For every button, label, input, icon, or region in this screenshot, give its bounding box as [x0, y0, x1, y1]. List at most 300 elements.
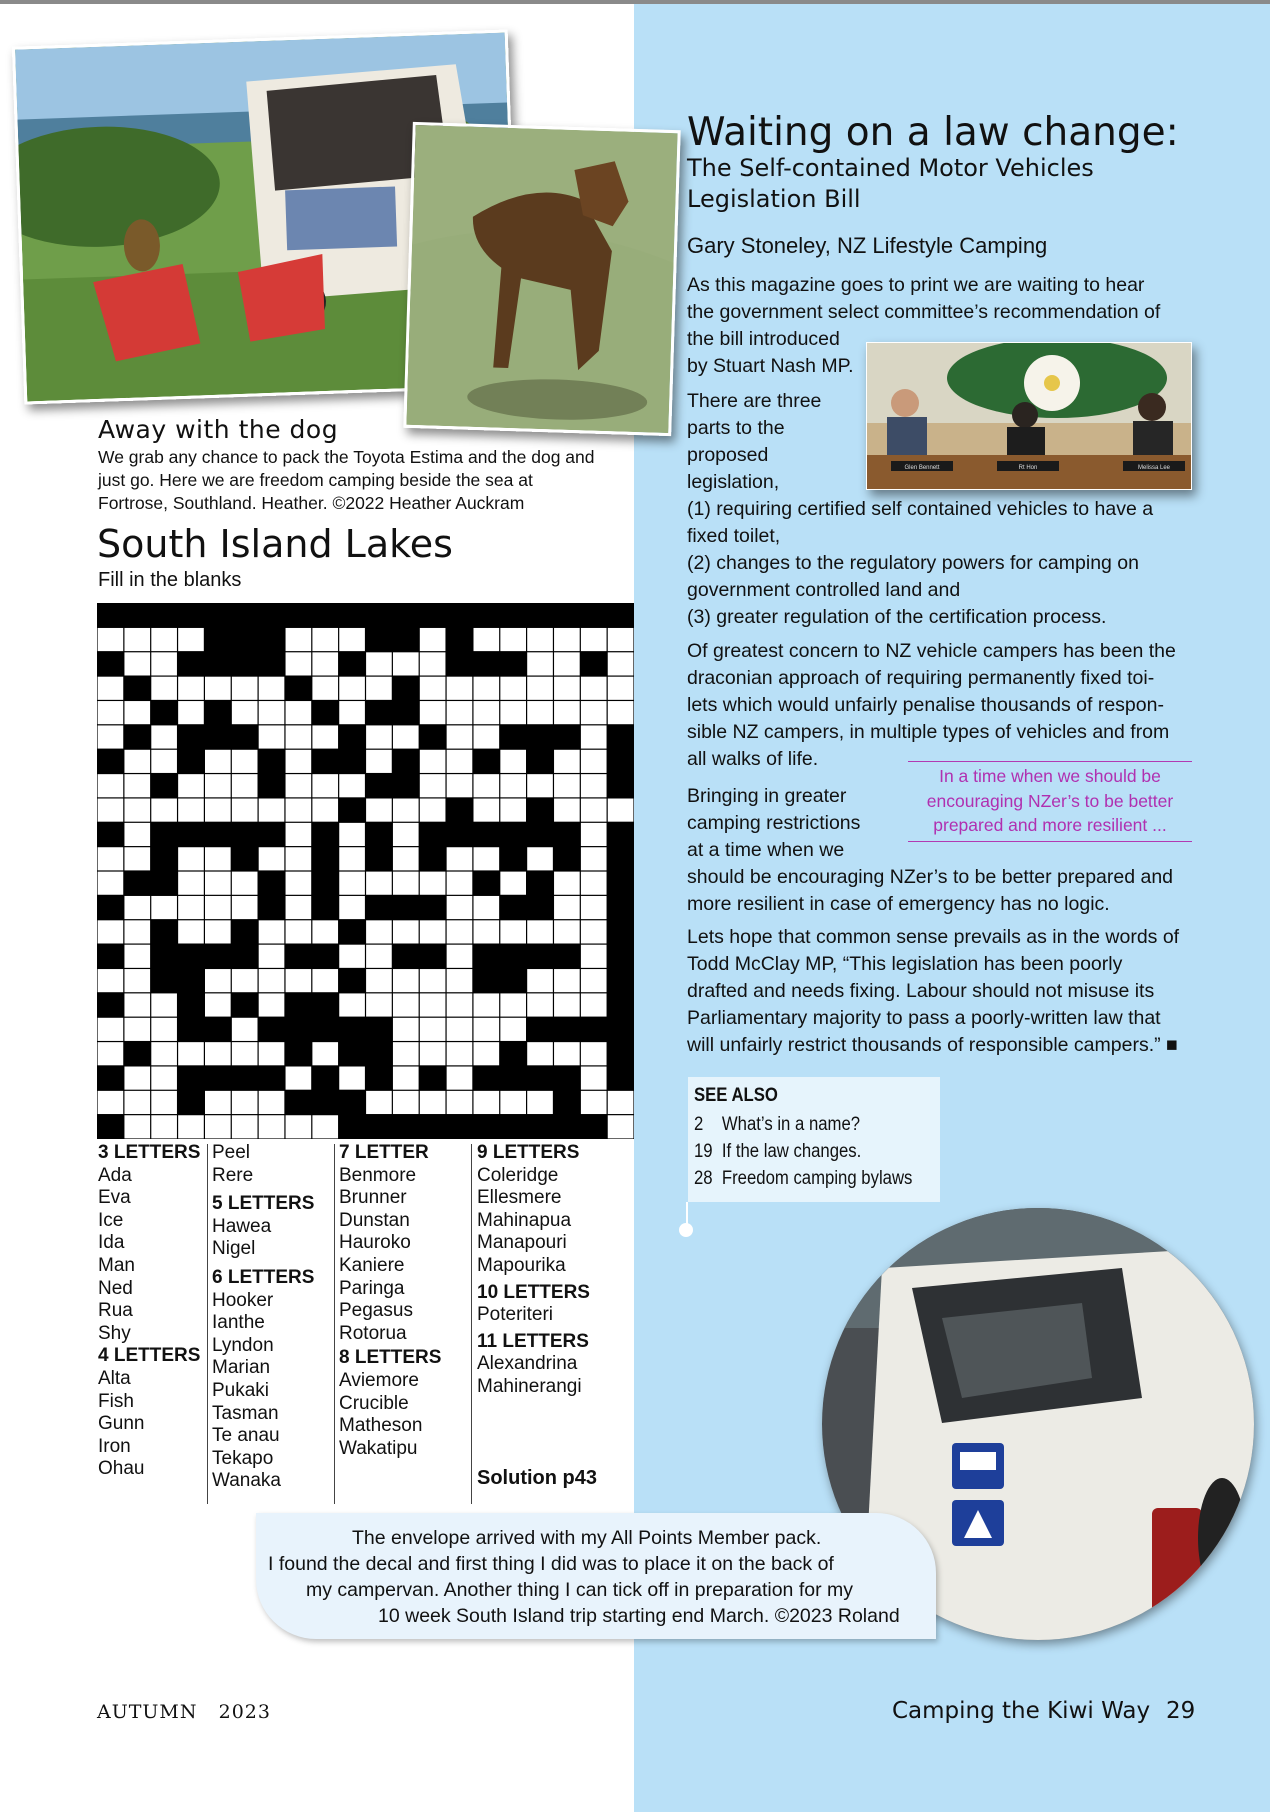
grid-cell-block: [554, 725, 580, 748]
grid-cell-block: [366, 1018, 392, 1041]
grid-cell-open[interactable]: [178, 799, 204, 822]
grid-cell-open[interactable]: [474, 701, 500, 724]
grid-cell-open[interactable]: [232, 750, 258, 773]
grid-cell-open[interactable]: [527, 1042, 553, 1065]
grid-cell-open[interactable]: [124, 750, 150, 773]
grid-cell-open[interactable]: [500, 1091, 526, 1114]
see-also-item[interactable]: 28 Freedom camping bylaws: [694, 1168, 913, 1189]
grid-cell-open[interactable]: [447, 993, 473, 1016]
grid-cell-open[interactable]: [286, 969, 312, 992]
grid-cell-open[interactable]: [205, 1115, 231, 1138]
grid-cell-block: [474, 872, 500, 895]
grid-cell-block: [151, 920, 177, 943]
grid-cell-block: [312, 872, 338, 895]
grid-cell-open[interactable]: [232, 872, 258, 895]
grid-cell-open[interactable]: [232, 799, 258, 822]
grid-cell-open[interactable]: [393, 652, 419, 675]
grid-cell-open[interactable]: [151, 1115, 177, 1138]
grid-cell-open[interactable]: [420, 799, 446, 822]
grid-cell-open[interactable]: [312, 774, 338, 797]
grid-cell-open[interactable]: [151, 628, 177, 651]
grid-cell-open[interactable]: [420, 1018, 446, 1041]
grid-cell-open[interactable]: [393, 1091, 419, 1114]
grid-cell-open[interactable]: [447, 1018, 473, 1041]
grid-cell-open[interactable]: [581, 1042, 607, 1065]
grid-cell-open[interactable]: [366, 652, 392, 675]
grid-cell-open[interactable]: [286, 1067, 312, 1090]
grid-cell-open[interactable]: [581, 774, 607, 797]
grid-cell-open[interactable]: [232, 1115, 258, 1138]
article-author: Gary Stoneley, NZ Lifestyle Camping: [687, 233, 1048, 258]
word-entry: Marian: [212, 1357, 271, 1379]
grid-cell-open[interactable]: [500, 774, 526, 797]
grid-cell-open[interactable]: [178, 1115, 204, 1138]
grid-cell-open[interactable]: [178, 847, 204, 870]
grid-cell-open[interactable]: [178, 872, 204, 895]
grid-cell-open[interactable]: [420, 701, 446, 724]
grid-cell-open[interactable]: [339, 896, 365, 919]
grid-cell-open[interactable]: [474, 1018, 500, 1041]
grid-cell-open[interactable]: [581, 969, 607, 992]
grid-cell-open[interactable]: [420, 872, 446, 895]
grid-cell-open[interactable]: [286, 1115, 312, 1138]
grid-cell-open[interactable]: [554, 969, 580, 992]
grid-cell-open[interactable]: [232, 677, 258, 700]
grid-cell-open[interactable]: [420, 652, 446, 675]
grid-cell-open[interactable]: [366, 799, 392, 822]
grid-cell-block: [500, 604, 526, 627]
grid-cell-open[interactable]: [393, 920, 419, 943]
grid-cell-open[interactable]: [259, 945, 285, 968]
grid-cell-open[interactable]: [178, 896, 204, 919]
grid-cell-open[interactable]: [312, 920, 338, 943]
grid-cell-open[interactable]: [259, 1115, 285, 1138]
grid-cell-open[interactable]: [178, 1042, 204, 1065]
grid-cell-open[interactable]: [205, 847, 231, 870]
grid-cell-open[interactable]: [554, 750, 580, 773]
grid-cell-open[interactable]: [527, 920, 553, 943]
grid-cell-open[interactable]: [554, 896, 580, 919]
grid-cell-open[interactable]: [98, 920, 124, 943]
grid-cell-open[interactable]: [124, 1115, 150, 1138]
grid-cell-open[interactable]: [124, 896, 150, 919]
grid-cell-open[interactable]: [151, 1091, 177, 1114]
grid-cell-open[interactable]: [420, 969, 446, 992]
grid-cell-open[interactable]: [474, 628, 500, 651]
grid-cell-open[interactable]: [420, 920, 446, 943]
grid-cell-open[interactable]: [581, 945, 607, 968]
grid-cell-open[interactable]: [205, 1042, 231, 1065]
grid-cell-open[interactable]: [178, 701, 204, 724]
grid-cell-open[interactable]: [500, 872, 526, 895]
grid-cell-open[interactable]: [366, 920, 392, 943]
grid-cell-open[interactable]: [205, 677, 231, 700]
grid-cell-open[interactable]: [447, 774, 473, 797]
grid-cell-open[interactable]: [366, 945, 392, 968]
grid-cell-open[interactable]: [554, 1042, 580, 1065]
grid-cell-open[interactable]: [259, 701, 285, 724]
grid-cell-block: [286, 1042, 312, 1065]
grid-cell-open[interactable]: [98, 799, 124, 822]
grid-cell-open[interactable]: [339, 1067, 365, 1090]
grid-cell-open[interactable]: [366, 969, 392, 992]
grid-cell-open[interactable]: [554, 799, 580, 822]
grid-cell-open[interactable]: [527, 993, 553, 1016]
grid-cell-open[interactable]: [232, 896, 258, 919]
grid-cell-open[interactable]: [393, 1067, 419, 1090]
grid-cell-open[interactable]: [312, 652, 338, 675]
grid-cell-open[interactable]: [339, 872, 365, 895]
grid-cell-open[interactable]: [98, 847, 124, 870]
grid-cell-open[interactable]: [98, 628, 124, 651]
grid-cell-open[interactable]: [124, 969, 150, 992]
grid-cell-open[interactable]: [500, 750, 526, 773]
grid-cell-block: [581, 1018, 607, 1041]
grid-cell-open[interactable]: [608, 701, 634, 724]
grid-cell-open[interactable]: [420, 677, 446, 700]
grid-cell-open[interactable]: [286, 799, 312, 822]
grid-cell-open[interactable]: [393, 1018, 419, 1041]
grid-cell-open[interactable]: [554, 920, 580, 943]
grid-cell-open[interactable]: [124, 652, 150, 675]
grid-cell-open[interactable]: [232, 774, 258, 797]
grid-cell-open[interactable]: [393, 872, 419, 895]
grid-cell-open[interactable]: [205, 993, 231, 1016]
grid-cell-block: [232, 628, 258, 651]
grid-cell-open[interactable]: [151, 1067, 177, 1090]
grid-cell-open[interactable]: [232, 1091, 258, 1114]
grid-cell-open[interactable]: [474, 725, 500, 748]
grid-cell-open[interactable]: [420, 993, 446, 1016]
grid-cell-open[interactable]: [205, 872, 231, 895]
grid-cell-open[interactable]: [259, 969, 285, 992]
grid-cell-open[interactable]: [98, 725, 124, 748]
grid-cell-open[interactable]: [98, 1042, 124, 1065]
grid-cell-open[interactable]: [205, 750, 231, 773]
grid-cell-open[interactable]: [339, 823, 365, 846]
grid-cell-open[interactable]: [474, 774, 500, 797]
grid-cell-open[interactable]: [124, 1018, 150, 1041]
grid-cell-open[interactable]: [554, 701, 580, 724]
grid-cell-open[interactable]: [500, 993, 526, 1016]
grid-cell-open[interactable]: [500, 920, 526, 943]
grid-cell-open[interactable]: [447, 1091, 473, 1114]
grid-cell-open[interactable]: [393, 725, 419, 748]
see-also-item[interactable]: 2 What’s in a name?: [694, 1114, 861, 1135]
grid-cell-open[interactable]: [312, 677, 338, 700]
grid-cell-open[interactable]: [608, 1091, 634, 1114]
grid-cell-open[interactable]: [393, 823, 419, 846]
grid-cell-open[interactable]: [286, 920, 312, 943]
grid-cell-open[interactable]: [151, 993, 177, 1016]
grid-cell-open[interactable]: [232, 1018, 258, 1041]
grid-cell-open[interactable]: [232, 1042, 258, 1065]
grid-cell-open[interactable]: [205, 969, 231, 992]
grid-cell-open[interactable]: [259, 677, 285, 700]
grid-cell-open[interactable]: [527, 847, 553, 870]
grid-cell-block: [312, 847, 338, 870]
grid-cell-block: [98, 604, 124, 627]
grid-cell-open[interactable]: [447, 750, 473, 773]
grid-cell-open[interactable]: [554, 993, 580, 1016]
grid-cell-open[interactable]: [447, 701, 473, 724]
grid-cell-open[interactable]: [366, 750, 392, 773]
grid-cell-block: [420, 823, 446, 846]
grid-cell-open[interactable]: [178, 920, 204, 943]
grid-cell-open[interactable]: [98, 677, 124, 700]
grid-cell-block: [286, 604, 312, 627]
grid-cell-open[interactable]: [366, 993, 392, 1016]
grid-cell-open[interactable]: [151, 1018, 177, 1041]
grid-cell-block: [608, 872, 634, 895]
grid-cell-open[interactable]: [527, 677, 553, 700]
grid-cell-open[interactable]: [581, 920, 607, 943]
grid-cell-open[interactable]: [339, 993, 365, 1016]
grid-cell-open[interactable]: [366, 725, 392, 748]
grid-cell-open[interactable]: [581, 1091, 607, 1114]
grid-cell-open[interactable]: [447, 969, 473, 992]
grid-cell-open[interactable]: [124, 847, 150, 870]
grid-cell-open[interactable]: [151, 750, 177, 773]
grid-cell-block: [124, 604, 150, 627]
grid-cell-open[interactable]: [393, 1042, 419, 1065]
grid-cell-open[interactable]: [339, 628, 365, 651]
grid-cell-open[interactable]: [312, 1042, 338, 1065]
grid-cell-open[interactable]: [312, 1115, 338, 1138]
grid-cell-block: [312, 896, 338, 919]
grid-cell-open[interactable]: [98, 701, 124, 724]
grid-cell-open[interactable]: [259, 799, 285, 822]
grid-cell-open[interactable]: [500, 628, 526, 651]
grid-cell-open[interactable]: [124, 1067, 150, 1090]
grid-cell-open[interactable]: [581, 677, 607, 700]
grid-cell-open[interactable]: [339, 774, 365, 797]
grid-cell-open[interactable]: [366, 872, 392, 895]
grid-cell-open[interactable]: [581, 847, 607, 870]
grid-cell-block: [98, 896, 124, 919]
grid-cell-open[interactable]: [286, 823, 312, 846]
grid-cell-block: [151, 701, 177, 724]
grid-cell-open[interactable]: [527, 969, 553, 992]
grid-cell-open[interactable]: [420, 628, 446, 651]
grid-cell-open[interactable]: [608, 628, 634, 651]
word-entry: Pegasus: [339, 1300, 413, 1322]
grid-cell-open[interactable]: [366, 1091, 392, 1114]
grid-cell-open[interactable]: [581, 725, 607, 748]
grid-cell-open[interactable]: [124, 1091, 150, 1114]
article-line: all walks of life.: [687, 748, 819, 770]
grid-cell-open[interactable]: [554, 872, 580, 895]
grid-cell-block: [527, 1067, 553, 1090]
grid-cell-open[interactable]: [447, 945, 473, 968]
grid-cell-block: [232, 1067, 258, 1090]
grid-cell-block: [205, 1018, 231, 1041]
grid-cell-open[interactable]: [124, 945, 150, 968]
grid-cell-open[interactable]: [581, 1067, 607, 1090]
word-entry: Dunstan: [339, 1209, 410, 1231]
grid-cell-open[interactable]: [98, 1018, 124, 1041]
grid-cell-open[interactable]: [581, 823, 607, 846]
grid-cell-open[interactable]: [312, 969, 338, 992]
grid-cell-open[interactable]: [124, 920, 150, 943]
grid-cell-open[interactable]: [286, 628, 312, 651]
grid-cell-open[interactable]: [259, 920, 285, 943]
grid-cell-open[interactable]: [474, 920, 500, 943]
grid-cell-open[interactable]: [366, 677, 392, 700]
grid-cell-open[interactable]: [151, 1042, 177, 1065]
grid-cell-open[interactable]: [151, 677, 177, 700]
grid-cell-open[interactable]: [205, 920, 231, 943]
grid-cell-open[interactable]: [447, 1067, 473, 1090]
grid-cell-open[interactable]: [205, 774, 231, 797]
grid-cell-open[interactable]: [393, 993, 419, 1016]
grid-cell-open[interactable]: [474, 847, 500, 870]
grid-cell-open[interactable]: [98, 969, 124, 992]
grid-cell-open[interactable]: [124, 993, 150, 1016]
decal-caption-bubble: [256, 1513, 936, 1639]
grid-cell-open[interactable]: [393, 969, 419, 992]
grid-cell-open[interactable]: [312, 799, 338, 822]
grid-cell-open[interactable]: [178, 774, 204, 797]
grid-cell-open[interactable]: [98, 774, 124, 797]
grid-cell-block: [608, 993, 634, 1016]
grid-cell-open[interactable]: [286, 774, 312, 797]
grid-cell-open[interactable]: [124, 823, 150, 846]
grid-cell-open[interactable]: [286, 701, 312, 724]
article-line: Todd McClay MP, “This legislation has been poorly: [687, 953, 1123, 975]
grid-cell-open[interactable]: [608, 677, 634, 700]
grid-cell-open[interactable]: [500, 1018, 526, 1041]
grid-cell-open[interactable]: [527, 701, 553, 724]
grid-cell-open[interactable]: [581, 628, 607, 651]
grid-cell-open[interactable]: [608, 1115, 634, 1138]
grid-cell-open[interactable]: [474, 1091, 500, 1114]
grid-cell-open[interactable]: [420, 750, 446, 773]
grid-cell-open[interactable]: [286, 750, 312, 773]
grid-cell-open[interactable]: [581, 750, 607, 773]
grid-cell-open[interactable]: [312, 628, 338, 651]
grid-cell-open[interactable]: [286, 725, 312, 748]
grid-cell-block: [608, 1018, 634, 1041]
grid-cell-open[interactable]: [420, 1091, 446, 1114]
grid-cell-block: [474, 823, 500, 846]
article-line: Lets hope that common sense prevails as in the words of: [687, 926, 1180, 948]
grid-cell-open[interactable]: [447, 872, 473, 895]
grid-cell-open[interactable]: [124, 628, 150, 651]
grid-cell-open[interactable]: [151, 896, 177, 919]
grid-cell-open[interactable]: [554, 652, 580, 675]
grid-cell-open[interactable]: [608, 652, 634, 675]
grid-cell-open[interactable]: [581, 799, 607, 822]
grid-cell-open[interactable]: [178, 677, 204, 700]
grid-cell-open[interactable]: [420, 774, 446, 797]
grid-cell-open[interactable]: [124, 799, 150, 822]
grid-cell-open[interactable]: [447, 677, 473, 700]
grid-cell-open[interactable]: [151, 725, 177, 748]
grid-cell-open[interactable]: [447, 725, 473, 748]
grid-cell-open[interactable]: [474, 1042, 500, 1065]
grid-cell-open[interactable]: [474, 896, 500, 919]
grid-cell-open[interactable]: [474, 799, 500, 822]
grid-cell-open[interactable]: [232, 701, 258, 724]
grid-cell-open[interactable]: [608, 799, 634, 822]
grid-cell-open[interactable]: [312, 725, 338, 748]
grid-cell-open[interactable]: [581, 896, 607, 919]
grid-cell-open[interactable]: [205, 896, 231, 919]
grid-cell-open[interactable]: [124, 774, 150, 797]
grid-cell-open[interactable]: [124, 701, 150, 724]
grid-cell-open[interactable]: [339, 847, 365, 870]
grid-cell-open[interactable]: [500, 701, 526, 724]
grid-cell-open[interactable]: [420, 1042, 446, 1065]
grid-cell-open[interactable]: [393, 847, 419, 870]
grid-cell-open[interactable]: [554, 628, 580, 651]
grid-cell-open[interactable]: [286, 652, 312, 675]
grid-cell-open[interactable]: [286, 872, 312, 895]
grid-cell-open[interactable]: [151, 799, 177, 822]
article-title: Waiting on a law change:: [687, 110, 1179, 155]
grid-cell-open[interactable]: [554, 677, 580, 700]
grid-cell-open[interactable]: [259, 847, 285, 870]
grid-cell-open[interactable]: [527, 1091, 553, 1114]
grid-cell-open[interactable]: [205, 799, 231, 822]
grid-cell-open[interactable]: [151, 652, 177, 675]
grid-cell-block: [312, 1018, 338, 1041]
grid-cell-open[interactable]: [474, 677, 500, 700]
grid-cell-open[interactable]: [447, 920, 473, 943]
grid-cell-open[interactable]: [554, 774, 580, 797]
grid-cell-open[interactable]: [500, 799, 526, 822]
grid-cell-block: [232, 920, 258, 943]
grid-cell-open[interactable]: [98, 872, 124, 895]
word-group-heading: 4 LETTERS: [98, 1345, 201, 1367]
grid-cell-open[interactable]: [339, 701, 365, 724]
grid-cell-open[interactable]: [581, 993, 607, 1016]
grid-cell-block: [205, 945, 231, 968]
word-group-heading: 7 LETTER: [339, 1142, 429, 1163]
grid-cell-open[interactable]: [98, 1091, 124, 1114]
grid-cell-open[interactable]: [581, 701, 607, 724]
grid-cell-open[interactable]: [474, 993, 500, 1016]
grid-cell-open[interactable]: [447, 1042, 473, 1065]
grid-cell-open[interactable]: [259, 725, 285, 748]
grid-cell-block: [393, 896, 419, 919]
article-line: camping restrictions: [687, 812, 861, 834]
grid-cell-block: [581, 604, 607, 627]
grid-cell-open[interactable]: [232, 969, 258, 992]
grid-cell-open[interactable]: [259, 1042, 285, 1065]
grid-cell-open[interactable]: [527, 774, 553, 797]
grid-cell-open[interactable]: [527, 652, 553, 675]
grid-cell-open[interactable]: [286, 847, 312, 870]
grid-cell-open[interactable]: [339, 945, 365, 968]
grid-cell-open[interactable]: [581, 872, 607, 895]
grid-cell-open[interactable]: [259, 1091, 285, 1114]
grid-cell-open[interactable]: [259, 993, 285, 1016]
grid-cell-open[interactable]: [527, 628, 553, 651]
grid-cell-open[interactable]: [447, 896, 473, 919]
grid-cell-open[interactable]: [500, 677, 526, 700]
grid-cell-open[interactable]: [286, 896, 312, 919]
grid-cell-open[interactable]: [205, 1091, 231, 1114]
see-also-item[interactable]: 19 If the law changes.: [694, 1141, 862, 1162]
grid-cell-block: [124, 677, 150, 700]
grid-cell-open[interactable]: [339, 677, 365, 700]
grid-cell-open[interactable]: [178, 628, 204, 651]
footer-issue: AUTUMN 2023: [97, 1701, 271, 1723]
grid-cell-open[interactable]: [447, 847, 473, 870]
grid-cell-open[interactable]: [393, 799, 419, 822]
